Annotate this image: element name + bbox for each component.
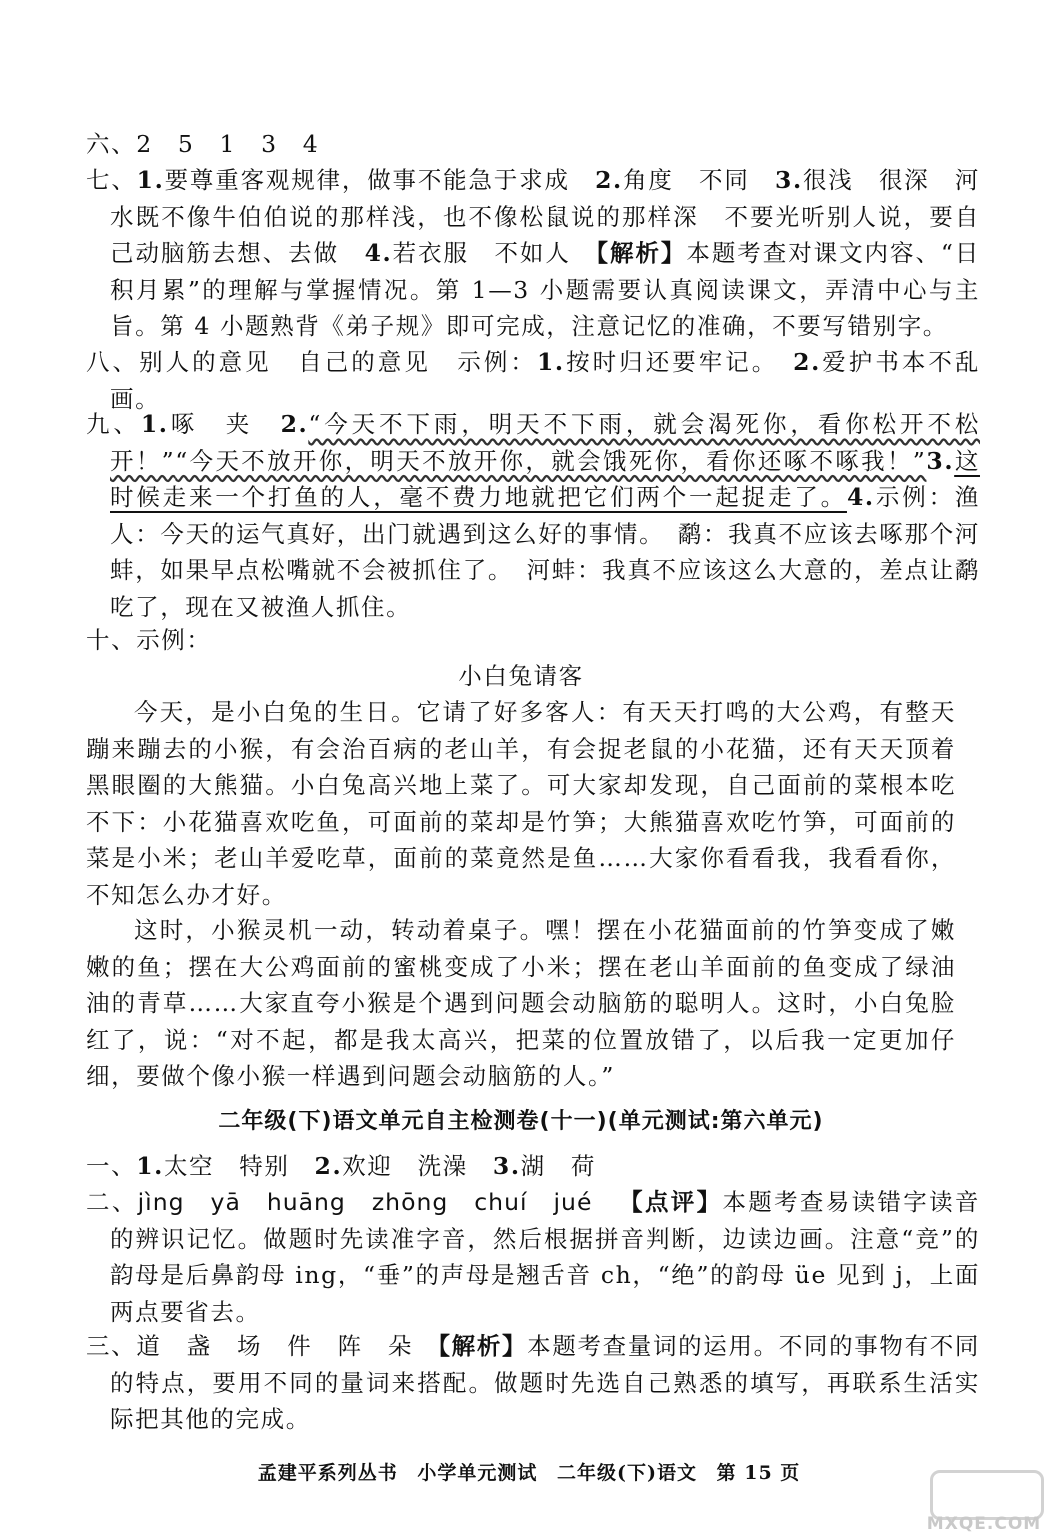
pinyin-item: yā <box>210 1188 241 1216</box>
footer-series: 孟建平系列丛书 <box>257 1462 398 1484</box>
q8-text1: 别人的意见 自己的意见 示例： <box>139 348 537 376</box>
q7-text2: 角度 不同 <box>622 166 776 194</box>
q9-sub1: 1. <box>140 410 169 438</box>
page-footer <box>0 1458 1058 1485</box>
essay-paragraph-2: 这时，小猴灵机一动，转动着桌子。嘿！摆在小花猫面前的竹笋变成了嫩嫩的鱼；摆在大公鸡面前的蜜桃变成了小米；摆在老山羊面前的鱼变成了绿油油的青草……大家直夸小猴是个遇到问题会动脑筋的聪明人。这时，小白兔脸红了，说：“对不起，都是我太高兴，把菜的位置放错了，以后我一定更加仔细，要做个像小猴一样遇到问题会动脑筋的人。” <box>86 916 956 1090</box>
essay-paragraph-1: 今天，是小白兔的生日。它请了好多客人：有天天打鸣的大公鸡，有整天蹦来蹦去的小猴，有会治百病的老山羊，有会捉老鼠的小花猫，还有天天顶着黑眼圈的大熊猫。小白兔高兴地上菜了。可大家却发现，自己面前的菜根本吃不下：小花猫喜欢吃鱼，可面前的菜却是竹笋；大熊猫喜欢吃竹笋，可面前的菜是小米；老山羊爱吃草，面前的菜竟然是鱼……大家你看看我，我看看你，不知怎么办才好。 <box>86 698 956 909</box>
s3-analysis-tag: 【解析】 <box>438 1332 528 1360</box>
watermark <box>924 1470 1044 1534</box>
q9-wavy-quote1: “今天不下雨，明天不下雨，就会渴死你，看你松开不松开！” <box>110 410 980 475</box>
q9-underlined-sentence: 这时候走来一个打鱼的人，毫不费力地就把它们两个一起捉走了。 <box>110 446 980 511</box>
q7-number: 七、 <box>86 166 137 194</box>
s1-sub3: 3. <box>492 1152 521 1180</box>
answer-q7 <box>86 162 980 345</box>
s1-text1: 太空 特别 <box>163 1152 315 1180</box>
s1-sub1: 1. <box>136 1152 164 1180</box>
q7-text3: 很浅 很深 河水既不像牛伯伯说的那样浅，也不像松鼠说的那样深 不要光听别人说，要自己动脑筋去想、去做 <box>110 166 981 267</box>
q7-analysis-tag: 【解析】 <box>596 239 687 267</box>
essay-title: 小白兔请客 <box>458 662 584 690</box>
watermark-logo-icon <box>930 1470 1044 1520</box>
s3-text1: 道 盏 场 件 阵 朵 <box>136 1332 439 1360</box>
footer-grade: 二年级(下)语文 <box>557 1462 697 1484</box>
pinyin-item: jìng <box>137 1188 185 1216</box>
pinyin-item: jué <box>553 1188 593 1216</box>
q7-sub2: 2. <box>595 166 623 194</box>
q9-sub4: 4. <box>846 483 875 511</box>
q8-number: 八、 <box>86 348 140 376</box>
s2-number: 二、 <box>86 1188 138 1216</box>
q8-sub1: 1. <box>536 348 565 376</box>
s2-comment-tag: 【点评】 <box>618 1188 723 1216</box>
q7-text4: 若衣服 不如人 <box>392 239 597 267</box>
answer-s3 <box>86 1328 980 1438</box>
watermark-url: MXQE.COM <box>926 1514 1042 1534</box>
answer-s2 <box>86 1184 980 1330</box>
q9-wavy-quote2: “今天不放开你，明天不放开你，就会饿死你，看你还啄不啄我！” <box>175 446 927 475</box>
footer-page-number: 第 15 页 <box>716 1462 801 1484</box>
q9-sub2: 2. <box>280 410 309 438</box>
q9-sub3: 3. <box>926 446 955 475</box>
s2-pinyin <box>138 1188 619 1216</box>
section-title: 二年级(下)语文单元自主检测卷(十一)(单元测试:第六单元) <box>218 1109 824 1134</box>
s1-text3: 湖 荷 <box>520 1152 596 1180</box>
q7-analysis-text: 本题考查对课文内容、“日积月累”的理解与掌握情况。第 1—3 小题需要认真阅读课文，弄清中心与主旨。第 4 小题熟背《弟子规》即可完成，注意记忆的准确，不要写错别字。 <box>110 239 980 340</box>
answer-q10-label: 十、示例： <box>86 626 212 654</box>
answer-q9 <box>86 406 980 625</box>
q9-text2: 示例：渔人：今天的运气真好，出门就遇到这么好的事情。 鹬：我真不应该去啄那个河蚌，如果早点松嘴就不会被抓住了。 河蚌：我真不应该这么大意的，差点让鹬吃了，现在又被渔人抓住。 <box>110 483 980 621</box>
s2-comment-text: 本题考查易读错字读音的辨识记忆。做题时先读准字音，然后根据拼音判断，边读边画。注意“竞”的韵母是后鼻韵母 ing，“垂”的声母是翘舌音 ch，“绝”的韵母 üe 见到 j，上面两点要省去。 <box>110 1188 981 1326</box>
answer-s1 <box>86 1148 980 1185</box>
q7-sub4: 4. <box>364 239 393 267</box>
pinyin-item: zhōng <box>371 1188 449 1216</box>
s1-sub2: 2. <box>314 1152 343 1180</box>
q7-sub3: 3. <box>775 166 803 194</box>
pinyin-item: chuí <box>474 1188 528 1216</box>
q7-text1: 要尊重客观规律，做事不能急于求成 <box>164 166 596 194</box>
q8-text2: 按时归还要牢记。 <box>564 348 794 376</box>
q9-number: 九、 <box>86 410 141 438</box>
s1-text2: 欢迎 洗澡 <box>342 1152 493 1180</box>
q7-sub1: 1. <box>136 166 165 194</box>
s1-number: 一、 <box>86 1152 137 1180</box>
s3-number: 三、 <box>86 1332 137 1360</box>
pinyin-item: huāng <box>266 1188 346 1216</box>
footer-book: 小学单元测试 <box>417 1462 538 1484</box>
q9-text1: 啄 夹 <box>168 410 281 438</box>
s3-analysis-text: 本题考查量词的运用。不同的事物有不同的特点，要用不同的量词来搭配。做题时先选自己熟悉的填写，再联系生活实际把其他的完成。 <box>110 1332 981 1433</box>
answer-q6: 六、2 5 1 3 4 <box>86 130 320 158</box>
q8-text3: 爱护书本不乱画。 <box>110 348 981 413</box>
q8-sub2: 2. <box>793 348 821 376</box>
